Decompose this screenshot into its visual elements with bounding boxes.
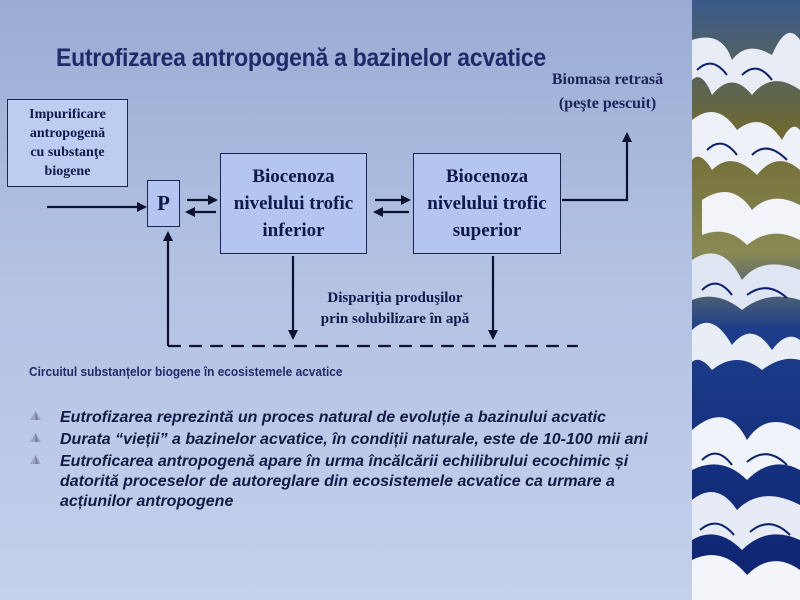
biocenosis-inferior-box [220, 153, 367, 254]
bullet-text: Durata “vieții” a bazinelor acvatice, în condiții naturale, este de 10-100 mii ani [60, 431, 648, 448]
p-label: P [157, 191, 170, 215]
pyramid-bullet-icon [30, 433, 41, 442]
biomass-line: Biomasa retrasă [551, 71, 664, 88]
slide-title: Eutrofizarea antropogenă a bazinelor acvatice [56, 44, 546, 72]
input-line: cu substanţe [30, 145, 105, 160]
input-line: Impurificare [29, 107, 106, 122]
pyramid-bullet-icon [30, 411, 41, 420]
biocenosis-superior-line: Biocenoza [445, 166, 529, 187]
disparition-label [300, 288, 490, 330]
bullet-text: Eutrofizarea reprezintă un proces natural de evoluție a bazinului acvatic [60, 409, 606, 426]
input-box [7, 99, 128, 187]
input-line: antropogenă [29, 126, 106, 141]
p-box [147, 180, 180, 227]
biocenosis-superior-box [413, 153, 561, 254]
biocenosis-inferior-line: Biocenoza [252, 166, 335, 187]
disparition-line: prin solubilizare în apă [320, 311, 470, 327]
bullet-item [30, 408, 670, 428]
biomass-line: (peşte pescuit) [558, 95, 657, 112]
bullet-list [30, 408, 670, 514]
biocenosis-superior-line: superior [452, 220, 522, 241]
bullet-item [30, 452, 670, 512]
input-line: biogene [44, 164, 91, 179]
biocenosis-inferior-line: inferior [262, 220, 325, 241]
bullet-text: Eutroficarea antropogenă apare în urma încălcării echilibrului ecochimic și datorită proceselor de autoreglare din ecosistemele acvatice ca urmare a acțiunilor antropogene [60, 453, 629, 510]
bullet-item [30, 430, 670, 450]
biocenosis-superior-line: nivelului trofic [427, 193, 547, 214]
arrow-superior-to-biomass [562, 134, 627, 200]
pyramid-bullet-icon [30, 455, 41, 464]
biomass-label [520, 68, 695, 116]
disparition-line: Dispariţia produşilor [327, 290, 463, 306]
biocenosis-inferior-line: nivelului trofic [233, 193, 354, 214]
diagram-caption: Circuitul substanțelor biogene în ecosistemele acvatice [29, 365, 343, 379]
